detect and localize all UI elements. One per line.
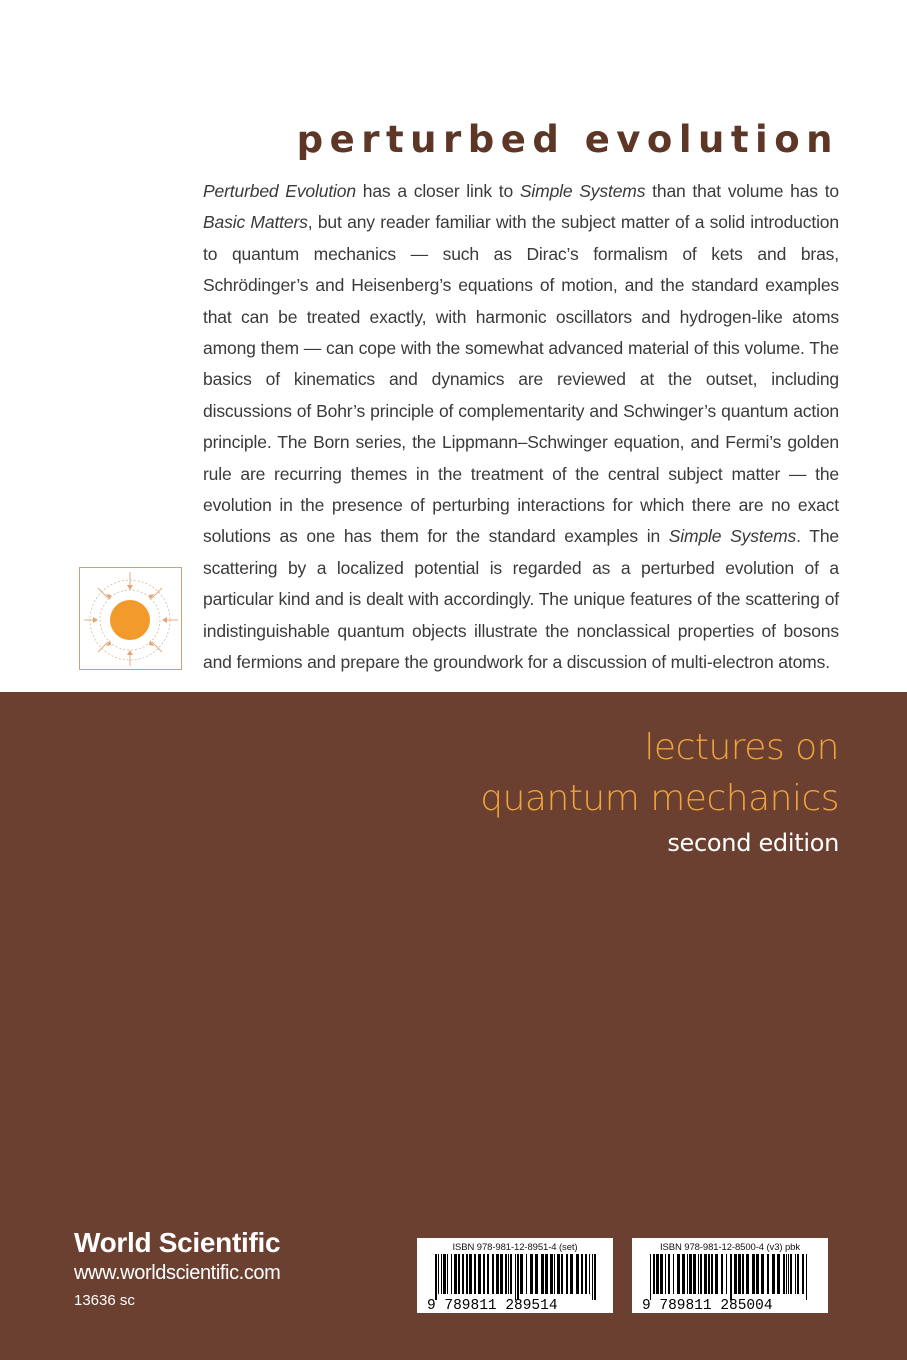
barcode-bar [788,1254,789,1294]
barcode-bar [711,1254,713,1294]
barcode-bar [492,1254,494,1294]
barcode-bar [557,1254,560,1294]
barcode-bar [505,1254,507,1294]
barcode-bar [734,1254,737,1294]
barcode-bar [589,1254,590,1294]
barcode-bar [458,1254,460,1294]
isbn-label: ISBN 978-981-12-8951-4 (set) [452,1242,578,1253]
blurb-title-ref: Perturbed Evolution [203,181,356,201]
edition-label: second edition [667,829,839,857]
barcode-bar [530,1254,533,1294]
barcode-bar [715,1254,718,1294]
barcode-bar [693,1254,696,1294]
barcode-bar [520,1254,523,1294]
barcode-bar [496,1254,499,1294]
barcode-bar [802,1254,804,1294]
barcode-bar [441,1254,442,1294]
barcode-bar [541,1254,544,1294]
barcode-bar [500,1254,503,1294]
blurb-text: , but any reader familiar with the subject matter of a solid introduction to quantum mechanics — such as Dirac’s formalism of kets and bras, Schrödinger’s and Heisenberg’s equations of motion, and the standard examples that can be treated exactly, with harmonic oscillators and hydrogen-like atoms among them — can cope with the somewhat advanced material of this volume. The basics of kinematics and dynamics are reviewed at the outset, including discussions of Bohr’s principle of complementarity and Schwinger’s quantum action principle. The Born series, the Lippmann–Schwinger equation, and Fermi’s golden rule are recurring themes in the treatment of the central subject matter — the evolution in the presence of perturbing interactions for which there are no exact solutions as one has them for the standard examples in [203,212,839,547]
barcode-bar [783,1254,785,1294]
barcode-bar [508,1254,509,1294]
barcode-digits: 9 789811 285004 [642,1298,773,1312]
barcode-bar [474,1254,476,1294]
barcode-bar [585,1254,587,1294]
barcode-bar [700,1254,702,1294]
barcode-bar [761,1254,764,1294]
barcode-bar [698,1254,699,1294]
barcode-bar [443,1254,446,1294]
barcode-bar [746,1254,749,1294]
scattering-emblem-icon [80,568,180,668]
blurb-paragraph [203,176,839,679]
barcode-bar [682,1254,685,1294]
barcode-bar [550,1254,553,1294]
barcode-bar [756,1254,759,1294]
blurb-text: has a closer link to [355,181,520,201]
barcode-set [417,1238,613,1313]
barcode-bar [469,1254,472,1294]
barcode-bar [487,1254,489,1294]
barcode-bar [483,1254,485,1294]
barcode-bar [545,1254,548,1294]
barcode-bar [447,1254,448,1294]
barcode-bars-icon [423,1254,607,1312]
blurb-text: . The scattering by a localized potential is regarded as a perturbed evolution of a particular kind and is dealt with accordingly. The unique features of the scattering of indistinguishable quantum objects illustrate the nonclassical properties of bosons and fermions and prepare the groundwork for a discussion of multi-electron atoms. [203,526,839,673]
barcode-bar [665,1254,666,1294]
volume-title: perturbed evolution [296,118,839,161]
barcode-bar [466,1254,468,1294]
barcode-digits: 9 789811 289514 [427,1298,558,1312]
barcode-bar [438,1254,439,1294]
blurb-title-ref: Simple Systems [668,526,797,547]
barcode-bar [554,1254,555,1294]
barcode-bar [752,1254,755,1294]
barcode-bar [656,1254,659,1294]
barcode-bar [797,1254,799,1294]
series-title [480,722,839,824]
barcode-bar [451,1254,452,1294]
barcode-bar [795,1254,796,1294]
barcode-bar [653,1254,655,1294]
publisher-url: www.worldscientific.com [74,1262,281,1284]
barcode-bar [689,1254,692,1294]
barcode-bar [650,1254,651,1300]
barcode-bar [806,1254,807,1300]
barcode-bar [454,1254,457,1294]
back-cover-blurb [203,176,839,679]
barcode-bar [566,1254,568,1294]
barcode-bar [738,1254,741,1294]
isbn-label: ISBN 978-981-12-8500-4 (v3) pbk [659,1242,800,1253]
barcode-bar [786,1254,787,1294]
blurb-text: than that volume has to [645,181,840,201]
barcode-bar [576,1254,579,1294]
barcode-bar [668,1254,670,1294]
barcode-bar [677,1254,680,1294]
barcode-bar [704,1254,707,1294]
barcode-bar [742,1254,744,1294]
barcode-bar [592,1254,593,1300]
barcode-bar [721,1254,723,1294]
barcode-bar [570,1254,573,1294]
barcode-volume [632,1238,828,1313]
barcode-bar [594,1254,596,1300]
barcode-bar [478,1254,481,1294]
barcode-bar [462,1254,464,1294]
barcode-bars-icon [638,1254,822,1312]
series-title-line: lectures on [644,727,839,768]
barcode-bar [526,1254,527,1294]
barcode-bar [772,1254,775,1294]
barcode-bar [790,1254,792,1294]
barcode-bar [660,1254,663,1294]
catalog-code: 13636 sc [74,1292,135,1309]
barcode-bar [767,1254,769,1294]
barcode-bar [517,1254,519,1300]
barcode-bar [515,1254,516,1300]
barcode-bar [581,1254,583,1294]
barcode-bar [535,1254,538,1294]
blurb-title-ref: Simple Systems [519,181,646,201]
blurb-title-ref: Basic Matters [203,212,308,233]
barcode-bar [687,1254,688,1294]
barcode-bar [726,1254,727,1294]
barcode-bar [708,1254,710,1294]
publisher-block [74,1227,280,1309]
barcode-bar [510,1254,512,1294]
barcode-bar [561,1254,563,1294]
publisher-name: World Scientific [74,1227,281,1258]
series-emblem [79,567,182,670]
barcode-bar [777,1254,780,1294]
barcode-bar [435,1254,437,1300]
barcode-bar [673,1254,674,1294]
series-title-line: quantum mechanics [480,778,839,819]
barcode-bar [730,1254,732,1300]
